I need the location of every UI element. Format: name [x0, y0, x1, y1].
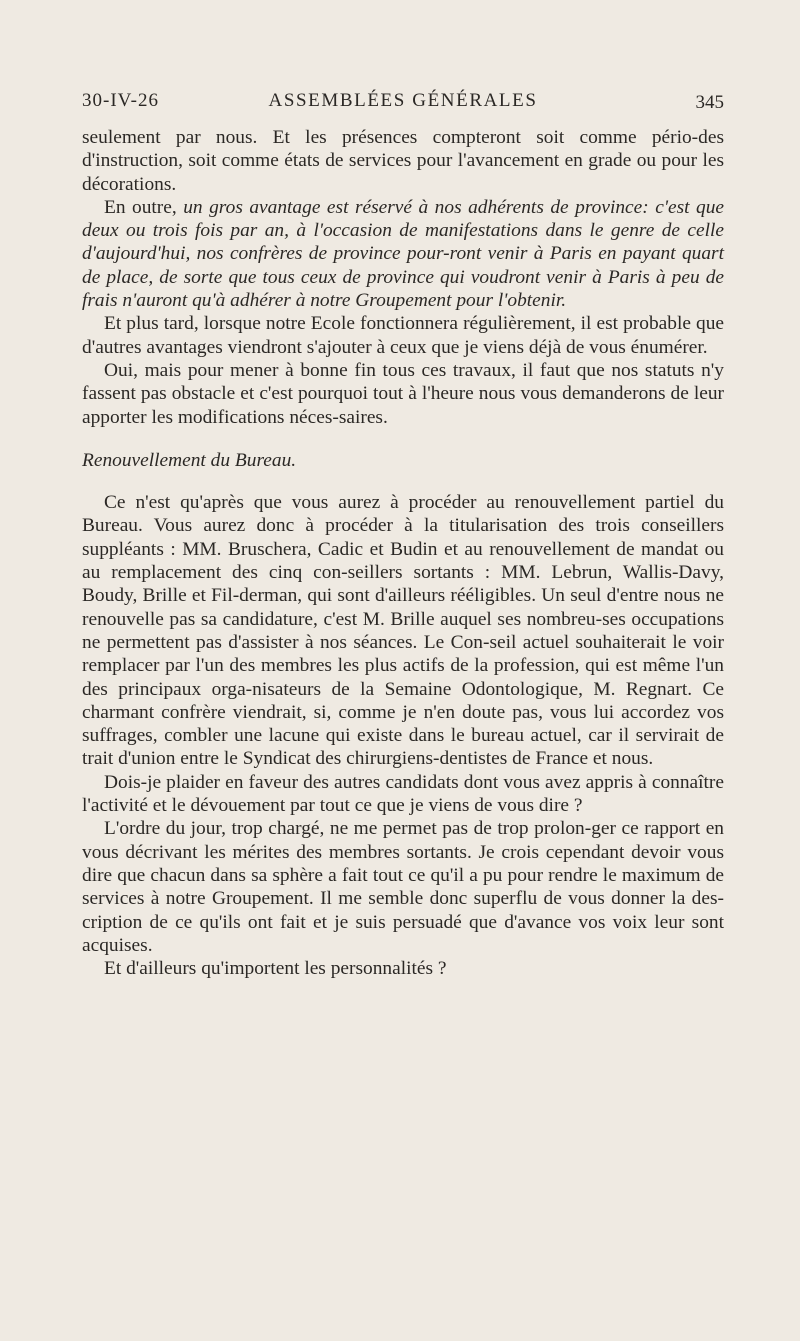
- running-header: [82, 88, 724, 118]
- paragraph-4: Oui, mais pour mener à bonne fin tous ces travaux, il faut que nos statuts n'y fassent pas obstacle et c'est pourquoi tout à l'heure nous vous demanderons de leur apporter les modifications néces-saires.: [82, 359, 724, 428]
- paragraph-1: seulement par nous. Et les présences compteront soit comme pério-des d'instruction, soit comme états de services pour l'avancement en grade ou pour les décorations.: [82, 127, 724, 195]
- header-date: 30-IV-26: [82, 90, 159, 111]
- paragraph-5: Ce n'est qu'après que vous aurez à procéder au renouvellement partiel du Bureau. Vous aurez donc à procéder à la titularisation des trois conseillers suppléants : MM. Bruschera, Cadic et Budin et au renouvellement de mandat ou au remplacement des cinq con-seillers sortants : MM. Lebrun, Wallis-Davy, Boudy, Brille et Fil-derman, qui sont d'ailleurs rééligibles. Un seul d'entre nous ne renouvelle pas sa candidature, c'est M. Brille auquel ses nombreu-ses occupations ne permettent pas d'assister à nos séances. Le Con-seil actuel souhaiterait le voir remplacer par l'un des membres les plus actifs de la profession, qui est même l'un des principaux orga-nisateurs de la Semaine Odontologique, M. Regnart. Ce charmant confrère viendrait, si, comme je n'en doute pas, vous lui accordez vos suffrages, combler une lacune qui existe dans le bureau actuel, car il servirait de trait d'union entre le Syndicat des chirurgiens-dentistes de France et nous.: [82, 492, 724, 770]
- body-text: [82, 126, 724, 980]
- paragraph-8: Et d'ailleurs qu'importent les personnalités ?: [104, 958, 447, 980]
- paragraph-3: Et plus tard, lorsque notre Ecole fonctionnera régulièrement, il est probable que d'autres avantages viendront s'ajouter à ceux que je viens déjà de vous énumérer.: [82, 313, 724, 358]
- header-title: ASSEMBLÉES GÉNÉRALES: [268, 90, 538, 111]
- section-title: Renouvellement du Bureau.: [82, 449, 297, 471]
- page-number: 345: [695, 92, 724, 113]
- paragraph-2-italic: un gros avantage est réservé à nos adhérents de province: c'est que deux ou trois fois par an, à l'occasion de manifestations dans le genre de celle d'aujourd'hui, nos confrères de province pour-ront venir à Paris en payant quart de place, de sorte que tous ceux de province qui voudront venir à Paris à peu de frais n'auront qu'à adhérer à notre Groupement pour l'obtenir.: [82, 196, 724, 312]
- paragraph-7: L'ordre du jour, trop chargé, ne me permet pas de trop prolon-ger ce rapport en vous décrivant les mérites des membres sortants. Je crois cependant devoir vous dire que chacun dans sa sphère a fait tout ce qu'il a pu pour rendre le maximum de services à notre Groupement. Il me semble donc superflu de vous donner la des-cription de ce qu'ils ont fait et je suis persuadé que d'avance vos voix leur sont acquises.: [82, 818, 724, 956]
- paragraph-6: Dois-je plaider en faveur des autres candidats dont vous avez appris à connaître l'activité et le dévouement par tout ce que je viens de vous dire ?: [82, 771, 724, 817]
- paragraph-2: [82, 196, 724, 312]
- paragraph-2-intro: En outre,: [104, 196, 184, 218]
